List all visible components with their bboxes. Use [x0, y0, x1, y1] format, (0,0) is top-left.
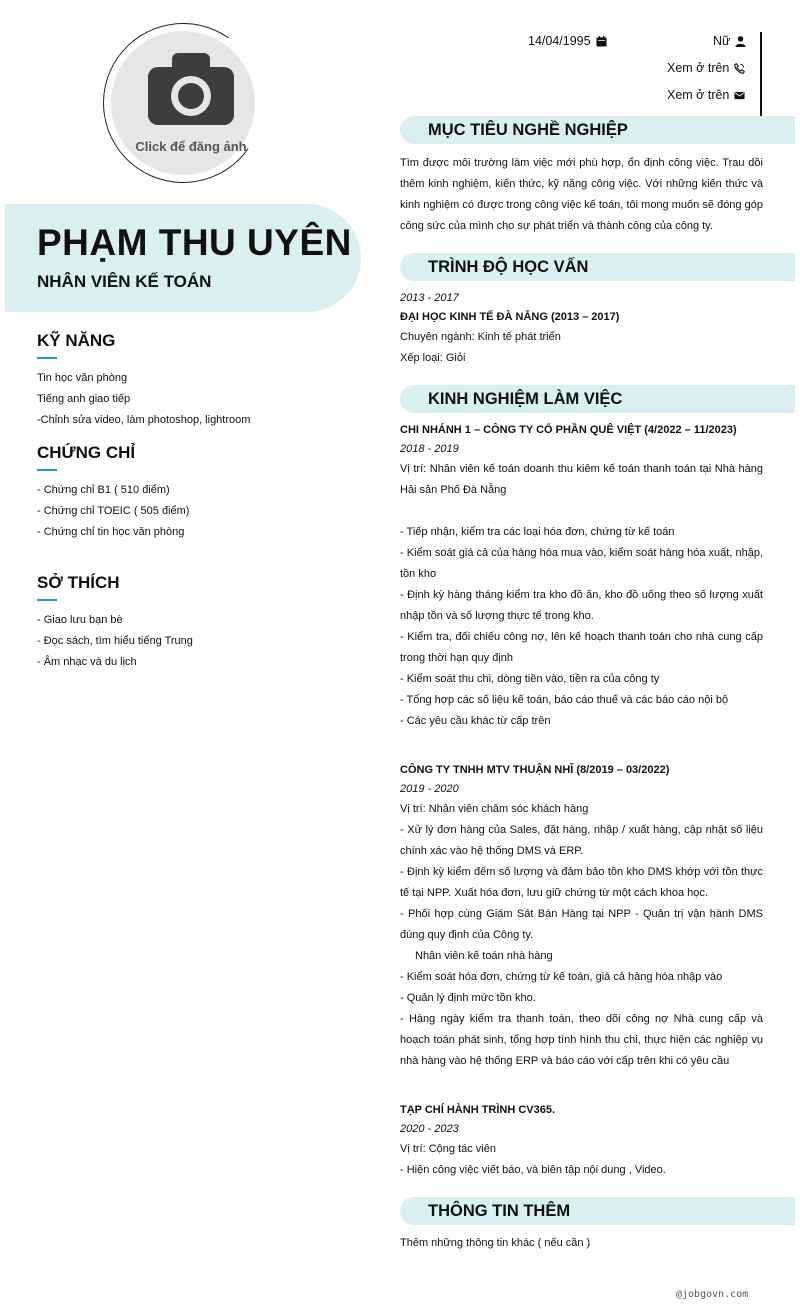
education-heading: TRÌNH ĐỘ HỌC VẤN [428, 258, 589, 276]
objective-header [400, 116, 795, 144]
job-entry [400, 761, 763, 1072]
experience-heading: KINH NGHIỆM LÀM VIỆC [428, 390, 623, 408]
gender-field[interactable] [713, 34, 746, 48]
objective-section [400, 153, 763, 237]
education-header [400, 253, 795, 281]
job-duty[interactable]: - Các yêu cầu khác từ cấp trên [400, 715, 551, 727]
hobby-item[interactable]: - Giao lưu bạn bè [37, 614, 123, 626]
certificates-heading: CHỨNG CHỈ [37, 443, 136, 462]
skills-section [37, 331, 357, 431]
phone-value: Xem ở trên [667, 61, 730, 75]
job-duty[interactable]: - Hiện công việc viết báo, và biên tập nội dung , Video. [400, 1164, 666, 1176]
job-duty[interactable]: - Tổng hợp các số liệu kế toán, báo cáo thuế và các báo cáo nội bộ [400, 694, 729, 706]
section-divider [37, 469, 57, 471]
job-duty[interactable]: - Hàng ngày kiểm tra thanh toán, theo dõi công nợ Nhà cung cấp và hoạch toán phát sinh, tổng hợp tình hình thu chi, thực hiện các nghiệp vụ nhà hàng vào hệ thống ERP và báo cáo với cấp trên khi có yêu cầu [400, 1013, 763, 1067]
camera-icon [148, 53, 234, 125]
email-value: Xem ở trên [667, 88, 730, 102]
job-duty[interactable]: - Định kỳ kiểm đếm số lượng và đảm bảo tồn kho DMS khớp với tồn thực tế tại NPP. Xuất hóa đơn, lưu giữ chứng từ một cách khoa học. [400, 866, 763, 899]
job-period[interactable]: 2020 - 2023 [400, 1123, 459, 1135]
hobbies-section [37, 573, 357, 673]
job-company[interactable]: CÔNG TY TNHH MTV THUẬN NHĨ (8/2019 – 03/2022) [400, 764, 670, 776]
job-position[interactable]: Vị trí: Nhân viên kế toán doanh thu kiêm kế toán thanh toán tại Nhà hàng Hải sản Phố Đà Nẵng [400, 463, 763, 496]
additional-section [400, 1233, 763, 1254]
skill-item[interactable]: -Chỉnh sửa video, làm photoshop, lightroom [37, 414, 251, 426]
hobby-item[interactable]: - Âm nhạc và du lịch [37, 656, 137, 668]
job-duty[interactable]: - Định kỳ hàng tháng kiểm tra kho đồ ăn, kho đồ uống theo số lượng xuất nhập tồn và số lượng thực tế trong kho. [400, 589, 763, 622]
job-duty[interactable]: - Xử lý đơn hàng của Sales, đặt hàng, nhập / xuất hàng, cập nhật số liệu chính xác vào hệ thống DMS và ERP. [400, 824, 763, 857]
candidate-name[interactable]: PHẠM THU UYÊN [37, 222, 352, 263]
gender-value: Nữ [713, 34, 731, 48]
additional-heading: THÔNG TIN THÊM [428, 1202, 571, 1220]
objective-text[interactable]: Tìm được môi trường làm việc mới phù hợp, ổn định công việc. Trau dồi thêm kinh nghiệm, kiến thức, kỹ năng công việc. Với những kiến thức và kinh nghiệm có được trong công việc kế toán, tôi mong muốn sẽ đóng góp công sức của mình cho sự phát triển và thành công của công ty. [400, 157, 763, 232]
job-duty[interactable]: - Tiếp nhận, kiểm tra các loại hóa đơn, chứng từ kế toán [400, 526, 675, 538]
experience-header [400, 385, 795, 413]
email-field[interactable] [667, 88, 745, 102]
envelope-icon [734, 90, 745, 101]
education-school[interactable]: ĐẠI HỌC KINH TẾ ĐÀ NẴNG (2013 – 2017) [400, 311, 620, 323]
candidate-title[interactable]: NHÂN VIÊN KẾ TOÁN [37, 272, 212, 291]
job-entry [400, 1101, 763, 1181]
skills-heading: KỸ NĂNG [37, 331, 116, 350]
education-period[interactable]: 2013 - 2017 [400, 292, 459, 304]
calendar-icon [596, 36, 607, 47]
education-rank[interactable]: Xếp loại: Giỏi [400, 352, 466, 364]
certificate-item[interactable]: - Chứng chỉ TOEIC ( 505 điểm) [37, 505, 190, 517]
job-company[interactable]: CHI NHÁNH 1 – CÔNG TY CỔ PHẦN QUÊ VIỆT (4/2022 – 11/2023) [400, 424, 737, 436]
birthday-field[interactable] [528, 34, 607, 48]
additional-header [400, 1197, 795, 1225]
job-entry [400, 421, 763, 732]
job-position[interactable]: Vị trí: Cộng tác viên [400, 1143, 496, 1155]
avatar-placeholder[interactable] [111, 31, 255, 175]
education-section [400, 289, 763, 369]
certificate-item[interactable]: - Chứng chỉ tin học văn phòng [37, 526, 185, 538]
skill-item[interactable]: Tiếng anh giao tiếp [37, 393, 131, 405]
birthday-value: 14/04/1995 [528, 34, 591, 48]
job-position[interactable]: Vị trí: Nhân viên chăm sóc khách hàng [400, 803, 589, 815]
job-duty[interactable]: - Quản lý định mức tồn kho. [400, 992, 536, 1004]
certificate-item[interactable]: - Chứng chỉ B1 ( 510 điểm) [37, 484, 170, 496]
section-divider [37, 599, 57, 601]
name-band [5, 204, 361, 312]
objective-heading: MỤC TIÊU NGHỀ NGHIỆP [428, 121, 628, 139]
avatar-upload-caption: Click để đăng ảnh [135, 139, 247, 154]
spacer [400, 501, 763, 522]
contact-divider [760, 32, 762, 116]
job-period[interactable]: 2019 - 2020 [400, 783, 459, 795]
job-duty[interactable]: - Kiểm soát hóa đơn, chứng từ kế toán, giá cả hàng hóa nhập vào [400, 971, 723, 983]
additional-text[interactable]: Thêm những thông tin khác ( nếu cần ) [400, 1237, 591, 1249]
hobbies-heading: SỞ THÍCH [37, 573, 120, 592]
job-subrole[interactable]: Nhân viên kế toán nhà hàng [415, 950, 553, 962]
phone-field[interactable] [667, 61, 745, 75]
job-duty[interactable]: - Phối hợp cùng Giám Sát Bán Hàng tại NPP - Quản trị vận hành DMS đúng quy định của Công ty. [400, 908, 763, 941]
hobby-item[interactable]: - Đọc sách, tìm hiểu tiếng Trung [37, 635, 193, 647]
education-major[interactable]: Chuyên ngành: Kinh tế phát triển [400, 331, 561, 343]
person-icon [735, 36, 746, 47]
footer-credit: @jobgovn.com [676, 1289, 749, 1300]
job-duty[interactable]: - Kiểm tra, đối chiếu công nợ, lên kế hoạch thanh toán cho nhà cung cấp trong thời hạn quy định [400, 631, 763, 664]
avatar-upload[interactable] [103, 23, 263, 183]
section-divider [37, 357, 57, 359]
certificates-section [37, 443, 357, 543]
job-period[interactable]: 2018 - 2019 [400, 443, 459, 455]
phone-icon [734, 63, 745, 74]
job-company[interactable]: TẠP CHÍ HÀNH TRÌNH CV365. [400, 1104, 556, 1116]
skill-item[interactable]: Tin học văn phòng [37, 372, 128, 384]
job-duty[interactable]: - Kiểm soát thu chi, dòng tiền vào, tiền ra của công ty [400, 673, 660, 685]
job-duty[interactable]: - Kiểm soát giá cả của hàng hóa mua vào, kiểm soát hàng hóa xuất, nhập, tồn kho [400, 547, 763, 580]
